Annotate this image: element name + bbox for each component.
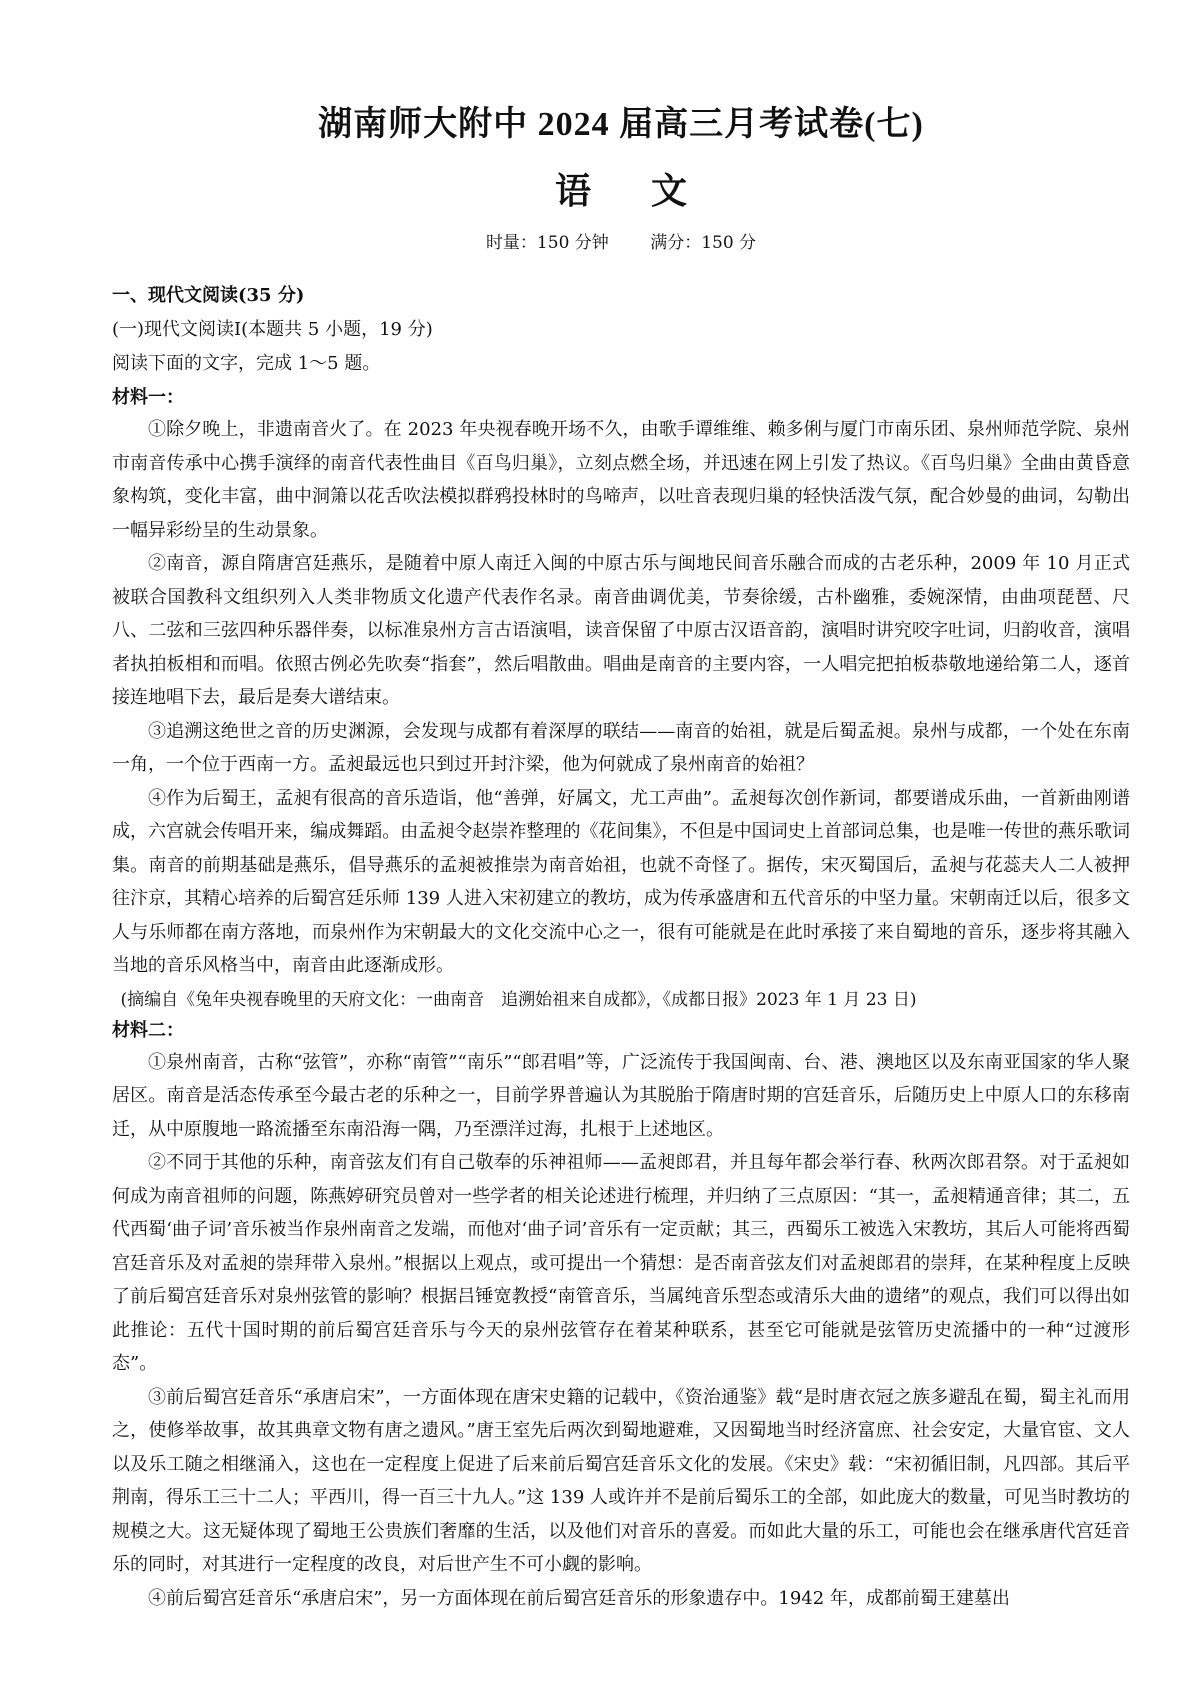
full-score: 满分：150 分: [650, 233, 757, 253]
paragraph: ①除夕晚上，非遗南音火了。在 2023 年央视春晚开场不久，由歌手谭维维、赖多俐与厦门市南乐团、泉州师范学院、泉州市南音传承中心携手演绎的南音代表性曲目《百鸟归巢》，立刻点燃全场，并迅速在网上引发了热议。《百鸟归巢》全曲由黄昏意象构筑，变化丰富，曲中洞箫以花舌吹法模拟群鸦投林时的鸟啼声，以吐音表现归巢的轻快活泼气氛，配合妙曼的曲词，勾勒出一幅异彩纷呈的生动景象。: [112, 419, 1130, 541]
section-title: 一、现代文阅读(35 分): [112, 285, 305, 306]
subject-title: 语文: [554, 170, 747, 212]
exam-meta: [112, 228, 1130, 253]
paragraph: ④作为后蜀王，孟昶有很高的音乐造诣，他“善弹，好属文，尤工声曲”。孟昶每次创作新词，都要谱成乐曲，一首新曲刚谱成，六宫就会传唱开来，编成舞蹈。由孟昶令赵崇祚整理的《花间集》，不但是中国词史上首部词总集，也是唯一传世的燕乐歌词集。南音的前期基础是燕乐，倡导燕乐的孟昶被推崇为南音始祖，也就不奇怪了。据传，宋灭蜀国后，孟昶与花蕊夫人二人被押往汴京，其精心培养的后蜀宫廷乐师 139 人进入宋初建立的教坊，成为传承盛唐和五代音乐的中坚力量。宋朝南迁以后，很多文人与乐师都在南方落地，而泉州作为宋朝最大的文化交流中心之一，很有可能就是在此时承接了来自蜀地的音乐，逐步将其融入当地的音乐风格当中，南音由此逐渐成形。: [112, 787, 1130, 976]
material-two-label: 材料二：: [112, 1019, 184, 1041]
source-citation: (摘编自《兔年央视春晚里的天府文化：一曲南音 追溯始祖来自成都》，《成都日报》2023 年 1 月 23 日): [120, 989, 917, 1010]
paragraph: ①泉州南音，古称“弦管”，亦称“南管”“南乐”“郎君唱”等，广泛流传于我国闽南、台、港、澳地区以及东南亚国家的华人聚居区。南音是活态传承至今最古老的乐种之一，目前学界普遍认为其脱胎于隋唐时期的宫廷音乐，后随历史上中原人口的东移南迁，从中原腹地一路流播至东南沿海一隅，乃至漂洋过海，扎根于上述地区。: [112, 1051, 1130, 1140]
paragraph: ②南音，源自隋唐宫廷燕乐，是随着中原人南迁入闽的中原古乐与闽地民间音乐融合而成的古老乐种，2009 年 10 月正式被联合国教科文组织列入人类非物质文化遗产代表作名录。南音曲调优美，节奏徐缓，古朴幽雅，委婉深情，由曲项琵琶、尺八、二弦和三弦四种乐器伴奏，以标准泉州方言古语演唱，读音保留了中原古汉语音韵，演唱时讲究咬字吐词，归韵收音，演唱者执拍板相和而唱。依照古例必先吹奏“指套”，然后唱散曲。唱曲是南音的主要内容，一人唱完把拍板恭敬地递给第二人，逐首接连地唱下去，最后是奏大谱结束。: [112, 553, 1130, 708]
material-one-label: 材料一：: [112, 387, 184, 408]
paragraph: ③追溯这绝世之音的历史渊源，会发现与成都有着深厚的联结——南音的始祖，就是后蜀孟昶。泉州与成都，一个处在东南一角，一个位于西南一方。孟昶最远也只到过开封汴梁，他为何就成了泉州南音的始祖？: [112, 720, 1130, 775]
time-limit: 时量：150 分钟: [485, 233, 609, 253]
subsection-title: (一)现代文阅读Ⅰ(本题共 5 小题，19 分): [112, 319, 433, 340]
exam-title: 湖南师大附中 2024 届高三月考试卷(七): [318, 106, 924, 143]
paragraph: ②不同于其他的乐种，南音弦友们有自己敬奉的乐神祖师——孟昶郎君，并且每年都会举行春、秋两次郎君祭。对于孟昶如何成为南音祖师的问题，陈燕婷研究员曾对一些学者的相关论述进行梳理，并归纳了三点原因：“其一，孟昶精通音律；其二，五代西蜀‘曲子词’音乐被当作泉州南音之发端，而他对‘曲子词’音乐有一定贡献；其三，西蜀乐工被选入宋教坊，其后人可能将西蜀宫廷音乐及对孟昶的崇拜带入泉州。”根据以上观点，或可提出一个猜想：是否南音弦友们对孟昶郎君的崇拜，在某种程度上反映了前后蜀宫廷音乐对泉州弦管的影响？根据吕锤宽教授“南管音乐，当属纯音乐型态或清乐大曲的遗绪”的观点，我们可以得出如此推论：五代十国时期的前后蜀宫廷音乐与今天的泉州弦管存在着某种联系，甚至它可能就是弦管历史流播中的一种“过渡形态”。: [112, 1152, 1130, 1374]
paragraph: ③前后蜀宫廷音乐“承唐启宋”，一方面体现在唐宋史籍的记载中，《资治通鉴》载“是时唐衣冠之族多避乱在蜀，蜀主礼而用之，使修举故事，故其典章文物有唐之遗风。”唐王室先后两次到蜀地避难，又因蜀地当时经济富庶、社会安定，大量官宦、文人以及乐工随之相继涌入，这也在一定程度上促进了后来前后蜀宫廷音乐文化的发展。《宋史》载：“宋初循旧制，凡四部。其后平荆南，得乐工三十二人；平西川，得一百三十九人。”这 139 人或许并不是前后蜀乐工的全部，如此庞大的数量，可见当时教坊的规模之大。这无疑体现了蜀地王公贵族们奢靡的生活，以及他们对音乐的喜爱。而如此大量的乐工，可能也会在继承唐代宫廷音乐的同时，对其进行一定程度的改良，对后世产生不可小觑的影响。: [112, 1386, 1130, 1575]
instruction: 阅读下面的文字，完成 1～5 题。: [112, 353, 381, 374]
paragraph: ④前后蜀宫廷音乐“承唐启宋”，另一方面体现在前后蜀宫廷音乐的形象遗存中。1942 年，成都前蜀王建墓出: [148, 1587, 1010, 1609]
